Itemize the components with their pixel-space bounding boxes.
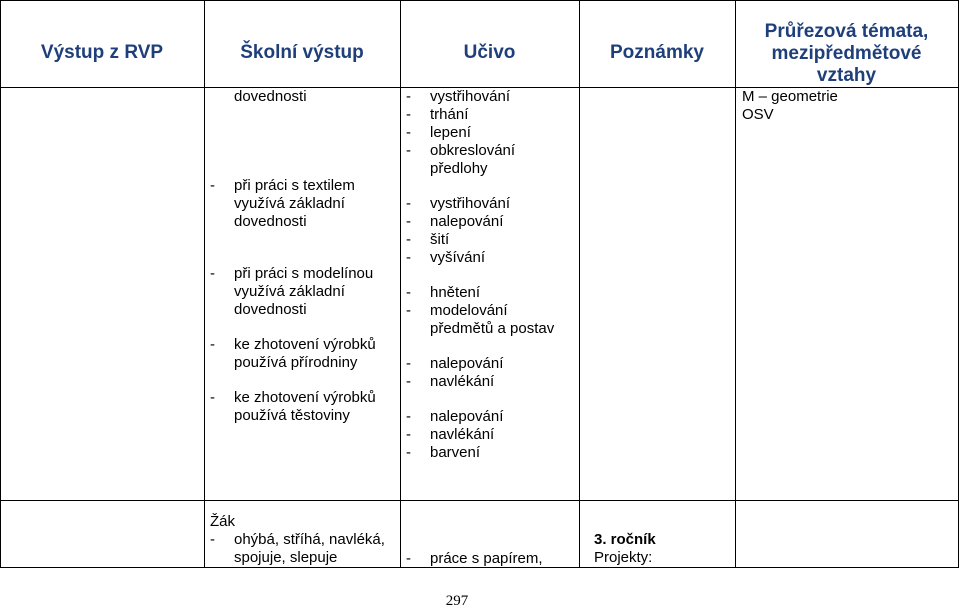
- header-curriculum: Učivo: [463, 42, 516, 63]
- list-dash: -: [406, 355, 411, 372]
- header-cross-topics-line: Průřezová témata,: [764, 21, 929, 42]
- projects-label: Projekty:: [594, 549, 653, 566]
- list-dash: -: [406, 426, 411, 443]
- pupil-label: Žák: [210, 513, 236, 530]
- curriculum-text: navlékání: [430, 426, 495, 443]
- curriculum-text: práce s papírem,: [430, 550, 543, 567]
- header-cross-topics-line: vztahy: [816, 65, 877, 86]
- list-dash: -: [406, 550, 411, 567]
- cross-topic-line: OSV: [742, 106, 774, 123]
- curriculum-text: vyšívání: [430, 249, 486, 266]
- row-divider: [0, 500, 959, 501]
- curriculum-text: nalepování: [430, 213, 504, 230]
- curriculum-text: nalepování: [430, 408, 504, 425]
- school-output-text: ohýbá, stříhá, navléká, spojuje, slepuje: [234, 531, 385, 566]
- list-dash: -: [210, 389, 215, 406]
- header-school-output: Školní výstup: [240, 42, 364, 63]
- list-dash: -: [210, 265, 215, 282]
- table-border-top: [0, 0, 959, 1]
- school-output-text: při práci s textilem využívá základní dovednosti: [234, 177, 355, 230]
- table-col-divider: [204, 0, 205, 568]
- curriculum-text: obkreslování předlohy: [430, 142, 516, 177]
- school-output-continuation: dovednosti: [234, 88, 307, 105]
- table-border-left: [0, 0, 1, 568]
- list-dash: -: [406, 124, 411, 141]
- list-dash: -: [406, 249, 411, 266]
- list-dash: -: [406, 142, 411, 159]
- list-dash: -: [406, 195, 411, 212]
- list-dash: -: [210, 531, 215, 548]
- school-output-text: ke zhotovení výrobků používá těstoviny: [234, 389, 376, 424]
- curriculum-text: modelování předmětů a postav: [430, 302, 555, 337]
- curriculum-text: vystřihování: [430, 195, 511, 212]
- header-cross-topics: [735, 21, 958, 87]
- list-dash: -: [406, 231, 411, 248]
- header-notes: Poznámky: [610, 42, 704, 63]
- cross-topic-line: M – geometrie: [742, 88, 838, 105]
- school-output-text: ke zhotovení výrobků používá přírodniny: [234, 336, 376, 371]
- list-dash: -: [406, 88, 411, 105]
- curriculum-text: nalepování: [430, 355, 504, 372]
- curriculum-text: hnětení: [430, 284, 481, 301]
- curriculum-text: trhání: [430, 106, 469, 123]
- list-dash: -: [406, 444, 411, 461]
- curriculum-text: šití: [430, 231, 450, 248]
- table-col-divider: [400, 0, 401, 568]
- header-cross-topics-line: mezipředmětové: [771, 43, 922, 64]
- school-output-text: při práci s modelínou využívá základní dovednosti: [234, 265, 374, 318]
- curriculum-text: barvení: [430, 444, 481, 461]
- list-dash: -: [406, 284, 411, 301]
- table-col-divider: [579, 0, 580, 568]
- table-border-right: [958, 0, 959, 568]
- page-number: 297: [445, 593, 469, 609]
- list-dash: -: [210, 336, 215, 353]
- curriculum-text: navlékání: [430, 373, 495, 390]
- list-dash: -: [406, 106, 411, 123]
- list-dash: -: [406, 408, 411, 425]
- header-output-rvp: Výstup z RVP: [40, 42, 164, 63]
- list-dash: -: [210, 177, 215, 194]
- list-dash: -: [406, 213, 411, 230]
- curriculum-text: lepení: [430, 124, 471, 141]
- grade-label: 3. ročník: [594, 531, 656, 548]
- curriculum-text: vystřihování: [430, 88, 511, 105]
- list-dash: -: [406, 373, 411, 390]
- list-dash: -: [406, 302, 411, 319]
